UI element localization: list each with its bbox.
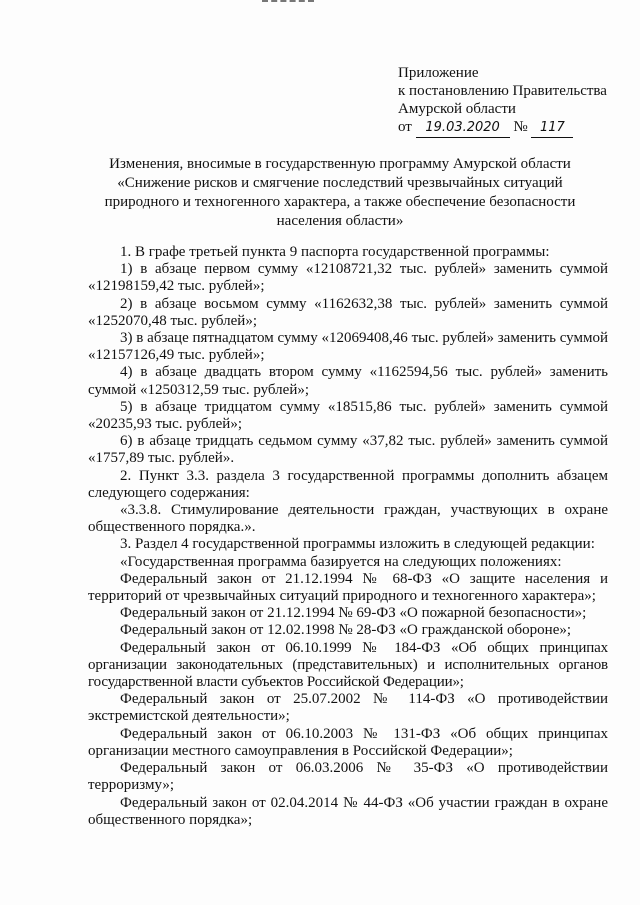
appendix-date-line — [398, 118, 607, 138]
paragraph: 4) в абзаце двадцать втором сумму «1162594,56 тыс. рублей» заменить суммой «1250312,59 тыс. рублей»; — [88, 364, 608, 398]
handwritten-number: 117 — [531, 119, 573, 138]
paragraph: 6) в абзаце тридцать седьмом сумму «37,82 тыс. рублей» заменить суммой «1757,89 тыс. рублей». — [88, 433, 608, 467]
appendix-header — [398, 64, 607, 138]
from-label: от — [398, 119, 412, 135]
paragraph: 1. В графе третьей пункта 9 паспорта государственной программы: — [120, 244, 550, 260]
paragraph: Федеральный закон от 12.02.1998 № 28-ФЗ «О гражданской обороне»; — [120, 622, 572, 639]
document-body — [88, 244, 608, 829]
title-line: природного и техногенного характера, а также обеспечение безопасности — [104, 194, 576, 210]
top-edge-mark — [262, 0, 314, 2]
appendix-label: Приложение — [398, 65, 479, 81]
paragraph: «Государственная программа базируется на следующих положениях: — [120, 553, 562, 570]
paragraph: 2) в абзаце восьмом сумму «1162632,38 тыс. рублей» заменить суммой «1252070,48 тыс. рублей»; — [88, 295, 608, 329]
paragraph: Федеральный закон от 21.12.1994 № 68-ФЗ «О защите населения и территорий от чрезвычайных ситуаций природного и техногенного характера»; — [88, 570, 608, 605]
paragraph: 5) в абзаце тридцатом сумму «18515,86 тыс. рублей» заменить суммой «20235,93 тыс. рублей»; — [88, 398, 608, 433]
title-line: «Снижение рисков и смягчение последствий чрезвычайных ситуаций — [117, 175, 563, 191]
handwritten-date: 19.03.2020 — [416, 119, 510, 138]
appendix-resolution: к постановлению Правительства — [398, 83, 607, 99]
paragraph: Федеральный закон от 06.10.2003 № 131-ФЗ «Об общих принципах организации местного самоуправления в Российской Федерации»; — [88, 725, 608, 759]
paragraph: «3.3.8. Стимулирование деятельности граждан, участвующих в охране общественного порядка.». — [88, 502, 608, 536]
number-label: № — [513, 119, 528, 135]
paragraph: 3) в абзаце пятнадцатом сумму «12069408,46 тыс. рублей» заменить суммой «12157126,49 тыс. рублей»; — [88, 330, 608, 364]
paragraph: Федеральный закон от 21.12.1994 № 69-ФЗ «О пожарной безопасности»; — [120, 605, 587, 622]
paragraph: 3. Раздел 4 государственной программы изложить в следующей редакции: — [120, 536, 595, 553]
paragraph: Федеральный закон от 25.07.2002 № 114-ФЗ «О противодействии экстремистской деятельности»; — [88, 691, 608, 725]
paragraph: 2. Пункт 3.3. раздела 3 государственной программы дополнить абзацем следующего содержания: — [88, 467, 608, 501]
paragraph: Федеральный закон от 02.04.2014 № 44-ФЗ «Об участии граждан в охране общественного порядка»; — [88, 794, 608, 828]
paragraph: 1) в абзаце первом сумму «12108721,32 тыс. рублей» заменить суммой «12198159,42 тыс. рублей»; — [88, 261, 608, 295]
paragraph: Федеральный закон от 06.10.1999 № 184-ФЗ «Об общих принципах организации законодательных (представительных) и исполнительных органов государственной власти субъектов Российской Федерации»; — [88, 639, 608, 691]
title-line: населения области» — [276, 213, 404, 229]
appendix-region: Амурской области — [398, 101, 516, 117]
title-line: Изменения, вносимые в государственную программу Амурской области — [109, 156, 571, 172]
paragraph: Федеральный закон от 06.03.2006 № 35-ФЗ «О противодействии терроризму»; — [88, 760, 608, 794]
document-title — [80, 155, 600, 231]
